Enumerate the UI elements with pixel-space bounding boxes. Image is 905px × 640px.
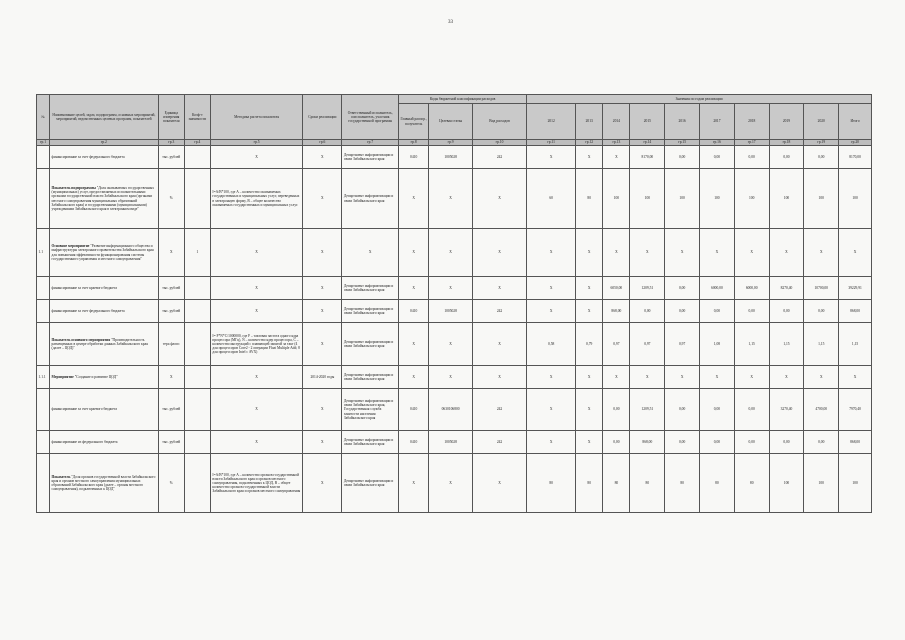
row-responsible: Департамент информатизации и связи Забайкальского края <box>342 300 399 323</box>
row-value: 0,58 <box>527 323 576 366</box>
column-number: гр.18 <box>769 140 804 146</box>
row-name <box>50 323 159 366</box>
column-number: гр.19 <box>804 140 839 146</box>
column-number: гр.16 <box>700 140 735 146</box>
row-value: 868,00 <box>630 431 665 454</box>
row-responsible: Департамент информатизации и связи Забайкальского края <box>342 169 399 229</box>
header-no: № <box>37 95 50 140</box>
row-unit: % <box>158 169 184 229</box>
row-value-total: 868,00 <box>839 431 872 454</box>
row-name-text: "Создание и развитие ЦОД" <box>74 374 118 379</box>
row-code-target: 1005028 <box>429 431 472 454</box>
row-coef <box>184 169 210 229</box>
row-term: 2014-2020 годы <box>303 366 342 389</box>
row-name-text: финансирование за счет федерального бюджета <box>51 154 125 159</box>
row-method: Х <box>210 277 302 300</box>
row-value: 80 <box>603 454 630 513</box>
row-value: Х <box>700 366 735 389</box>
row-value: 0,00 <box>700 431 735 454</box>
row-value: 0,00 <box>665 277 700 300</box>
row-value: Х <box>576 277 603 300</box>
header-values-by-year: Значения по годам реализации <box>527 95 872 104</box>
row-method: Х <box>210 389 302 431</box>
row-value: 0,00 <box>734 389 769 431</box>
row-name-text: финансирование за счет краевого бюджета <box>51 407 117 412</box>
row-value: 0,00 <box>769 431 804 454</box>
row-term: Х <box>303 300 342 323</box>
row-name-text: "Доля органов государственной власти Забайкальского края и органов местного самоуправления муниципальных образований Забайкальского края (далее – органы местного самоуправления), подключенных к ЦОД" <box>51 474 156 492</box>
row-term: Х <box>303 431 342 454</box>
row-value: Х <box>576 431 603 454</box>
row-responsible: Департамент информатизации и связи Забайкальского края <box>342 431 399 454</box>
row-value-total: Х <box>839 366 872 389</box>
header-term: Сроки реализации <box>303 95 342 140</box>
row-method: I=А/В*100, где А – количество органов государственной власти Забайкальского края и органов местного самоуправления, подключенных к ЦОД, В – общее количество органов государственной власти Забайкальского края и органов местного самоуправления <box>210 454 302 513</box>
header-year: 2019 <box>769 104 804 140</box>
row-value: 0,79 <box>576 323 603 366</box>
row-value: Х <box>804 366 839 389</box>
row-value: Х <box>576 389 603 431</box>
row-value: 100 <box>700 169 735 229</box>
row-value: Х <box>734 229 769 277</box>
row-name-text: "Доля оказываемых государственных (муниципальных) услуг, предоставляемых исполнительными органами государственной власти Забайкальского края (органами местного самоуправления муниципальных образований Забайкальского края) и государственными (муниципальными) учреждениями Забайкальского края в электронном виде" <box>51 186 155 211</box>
row-value: 0,00 <box>665 389 700 431</box>
row-term: Х <box>303 229 342 277</box>
row-responsible: Департамент информатизации и связи Забайкальского края <box>342 277 399 300</box>
row-unit: тера флопс <box>158 323 184 366</box>
row-value-total: 868,00 <box>839 300 872 323</box>
row-unit: тыс. рублей <box>158 389 184 431</box>
column-number: гр.7 <box>342 140 399 146</box>
row-method: I=А/В*100, где А – количество оказываемых государственных и муниципальных услуг, переведенных в электронную форму, В – общее количество оказываемых государственных и муниципальных услуг. <box>210 169 302 229</box>
row-code-main: Х <box>398 169 428 229</box>
column-number: гр.8 <box>398 140 428 146</box>
row-value: 0,97 <box>665 323 700 366</box>
row-name <box>50 146 159 169</box>
row-value: 8270,40 <box>769 277 804 300</box>
row-value: 6000,00 <box>734 277 769 300</box>
header-code-type: Вид расходов <box>472 104 526 140</box>
row-term: Х <box>303 169 342 229</box>
row-name-text: финансирование за счет федерального бюджета <box>51 308 125 313</box>
row-value: Х <box>769 229 804 277</box>
row-method: I= F*N*C/1000000, где F – тактовая частота одного ядра процессора (МГц), N – количество ядер процессора, С – количество инструкций с плавающей запятой за такт (4 для процессоров Core2 - 2 операции Float Multiple Add; 8 для процессоров Intel с AVX) <box>210 323 302 366</box>
row-term: Х <box>303 454 342 513</box>
header-year: 2015 <box>630 104 665 140</box>
row-value: 80 <box>700 454 735 513</box>
row-number <box>37 454 50 513</box>
column-number: гр.14 <box>630 140 665 146</box>
row-value: 100 <box>804 169 839 229</box>
row-value: 8170,00 <box>630 146 665 169</box>
row-name-bold-prefix: Мероприятие <box>51 374 74 379</box>
table-row <box>37 389 872 431</box>
row-code-main: 0410 <box>398 431 428 454</box>
row-number <box>37 169 50 229</box>
row-value: 1,15 <box>804 323 839 366</box>
column-number: гр.5 <box>210 140 302 146</box>
row-coef <box>184 146 210 169</box>
row-unit: Х <box>158 229 184 277</box>
page-number: 33 <box>448 20 453 25</box>
row-value: 0,97 <box>603 323 630 366</box>
row-code-target: Х <box>429 169 472 229</box>
row-code-type: 242 <box>472 431 526 454</box>
row-coef <box>184 431 210 454</box>
row-value: 0,00 <box>804 431 839 454</box>
row-value: 3270,40 <box>769 389 804 431</box>
row-value: 80 <box>734 454 769 513</box>
row-code-target: 1005028 <box>429 146 472 169</box>
row-number <box>37 323 50 366</box>
row-value: 1,08 <box>700 323 735 366</box>
row-value: 4700,00 <box>804 389 839 431</box>
row-number <box>37 277 50 300</box>
column-number: гр.15 <box>665 140 700 146</box>
row-responsible: Департамент информатизации и связи Забайкальского края <box>342 323 399 366</box>
row-code-target: Х <box>429 277 472 300</box>
header-name: Наименование целей, задач, подпрограмм, основных мероприятий, мероприятий, ведомственных целевых программ, показателей <box>50 95 159 140</box>
row-value: 80 <box>665 454 700 513</box>
row-method: Х <box>210 366 302 389</box>
row-method: Х <box>210 229 302 277</box>
row-value: 1209,51 <box>630 389 665 431</box>
row-code-target: Х <box>429 323 472 366</box>
header-method: Методика расчета показателя <box>210 95 302 140</box>
row-value: Х <box>576 300 603 323</box>
header-budget-codes: Коды бюджетной классификации расходов <box>398 95 526 104</box>
row-code-main: 0410 <box>398 300 428 323</box>
row-value: 0,00 <box>804 146 839 169</box>
row-value: Х <box>576 146 603 169</box>
row-code-main: 0410 <box>398 146 428 169</box>
row-value: Х <box>527 366 576 389</box>
row-code-type: 242 <box>472 146 526 169</box>
row-name <box>50 277 159 300</box>
header-code-main: Главный распор., получатель <box>398 104 428 140</box>
row-value: 0,00 <box>700 389 735 431</box>
table-header <box>37 95 872 146</box>
row-value: Х <box>527 389 576 431</box>
row-value-total: Х <box>839 229 872 277</box>
row-coef <box>184 454 210 513</box>
row-value: Х <box>665 366 700 389</box>
row-code-type: Х <box>472 323 526 366</box>
row-unit: Х <box>158 366 184 389</box>
row-coef: 1 <box>184 229 210 277</box>
row-value: Х <box>665 229 700 277</box>
row-method: Х <box>210 431 302 454</box>
table-row <box>37 454 872 513</box>
row-name-text: "Производительность размещенных в центре обработки данных Забайкальского края (далее – ЦОД)" <box>51 337 148 351</box>
row-code-type: Х <box>472 277 526 300</box>
row-responsible: Департамент информатизации и связи Забайкальского края <box>342 146 399 169</box>
table-row <box>37 169 872 229</box>
row-value: 0,00 <box>734 431 769 454</box>
row-number: 1.1.1 <box>37 366 50 389</box>
row-value: 0,00 <box>734 300 769 323</box>
row-value: 0,00 <box>630 300 665 323</box>
header-year: 2012 <box>527 104 576 140</box>
row-value: 10700,00 <box>804 277 839 300</box>
row-coef <box>184 366 210 389</box>
row-code-type: Х <box>472 454 526 513</box>
row-value: 100 <box>734 169 769 229</box>
row-value: 868,00 <box>603 300 630 323</box>
table-row <box>37 146 872 169</box>
row-value: 0,00 <box>769 146 804 169</box>
row-value: 0,97 <box>630 323 665 366</box>
table-row <box>37 277 872 300</box>
row-responsible: Департамент информатизации и связи Забайкальского края <box>342 366 399 389</box>
row-unit: % <box>158 454 184 513</box>
row-name <box>50 431 159 454</box>
header-year-total: Итого <box>839 104 872 140</box>
header-year: 2014 <box>603 104 630 140</box>
row-value-total: 39229,91 <box>839 277 872 300</box>
row-value: 0,00 <box>734 146 769 169</box>
header-responsible: Ответственный исполнитель, соисполнитель, участник государственной программы <box>342 95 399 140</box>
row-number <box>37 300 50 323</box>
column-number: гр.20 <box>839 140 872 146</box>
column-number: гр.1 <box>37 140 50 146</box>
table-row <box>37 229 872 277</box>
row-name <box>50 300 159 323</box>
row-code-main: Х <box>398 323 428 366</box>
row-name-bold-prefix: Основное мероприятие <box>51 244 90 249</box>
row-number <box>37 146 50 169</box>
row-value: Х <box>630 366 665 389</box>
row-term: Х <box>303 146 342 169</box>
row-coef <box>184 300 210 323</box>
row-name-text: финансирование за счет краевого бюджета <box>51 285 117 290</box>
column-number: гр.11 <box>527 140 576 146</box>
row-coef <box>184 277 210 300</box>
row-value: Х <box>603 229 630 277</box>
table-row <box>37 323 872 366</box>
row-number: 1.1 <box>37 229 50 277</box>
table-row <box>37 431 872 454</box>
row-value: 80 <box>576 169 603 229</box>
row-value: 0,00 <box>665 300 700 323</box>
row-coef <box>184 323 210 366</box>
row-value-total: 100 <box>839 454 872 513</box>
row-value: 0,00 <box>665 146 700 169</box>
header-coef: Коэф-т значимости <box>184 95 210 140</box>
row-code-main: Х <box>398 366 428 389</box>
row-value: 0,00 <box>603 389 630 431</box>
row-value: 6050,00 <box>603 277 630 300</box>
header-year: 2020 <box>804 104 839 140</box>
row-term: Х <box>303 277 342 300</box>
row-value: Х <box>527 146 576 169</box>
row-unit: тыс. рублей <box>158 146 184 169</box>
row-value: Х <box>576 366 603 389</box>
row-value: 100 <box>630 169 665 229</box>
row-value-total: 7970,40 <box>839 389 872 431</box>
row-code-main: Х <box>398 229 428 277</box>
row-value: 1,15 <box>769 323 804 366</box>
row-name-bold-prefix: Показатель основного мероприятия <box>51 337 111 342</box>
row-code-type: Х <box>472 366 526 389</box>
header-year: 2017 <box>700 104 735 140</box>
row-method: Х <box>210 146 302 169</box>
row-code-type: 242 <box>472 389 526 431</box>
header-year: 2018 <box>734 104 769 140</box>
column-number: гр.10 <box>472 140 526 146</box>
row-value: 60 <box>527 169 576 229</box>
row-name <box>50 389 159 431</box>
row-value: Х <box>603 146 630 169</box>
column-number: гр.2 <box>50 140 159 146</box>
row-unit: тыс. рублей <box>158 300 184 323</box>
header-code-target: Целевая статья <box>429 104 472 140</box>
row-code-target: Х <box>429 366 472 389</box>
row-value: Х <box>769 366 804 389</box>
row-name <box>50 169 159 229</box>
row-code-target: 1005028 <box>429 300 472 323</box>
row-number <box>37 431 50 454</box>
row-value: 0,00 <box>769 300 804 323</box>
row-code-type: Х <box>472 169 526 229</box>
row-value: Х <box>527 229 576 277</box>
row-name <box>50 366 159 389</box>
row-value: 0,00 <box>665 431 700 454</box>
row-value: 0,00 <box>804 300 839 323</box>
row-code-target: Х <box>429 454 472 513</box>
row-method: Х <box>210 300 302 323</box>
table-row <box>37 366 872 389</box>
row-value: Х <box>700 229 735 277</box>
row-coef <box>184 389 210 431</box>
row-value: 100 <box>665 169 700 229</box>
header-year: 2016 <box>665 104 700 140</box>
row-code-type: 242 <box>472 300 526 323</box>
row-responsible: Х <box>342 229 399 277</box>
row-value: Х <box>527 431 576 454</box>
column-number: гр.13 <box>603 140 630 146</box>
row-value: 0,00 <box>603 431 630 454</box>
row-unit: тыс. рублей <box>158 431 184 454</box>
table-row <box>37 300 872 323</box>
row-value: 80 <box>630 454 665 513</box>
row-code-main: Х <box>398 277 428 300</box>
row-value: Х <box>576 229 603 277</box>
header-year: 2013 <box>576 104 603 140</box>
row-responsible: Департамент информатизации и связи Забайкальского края, Государственная служба занятости населения Забайкальского края <box>342 389 399 431</box>
row-unit: тыс. рублей <box>158 277 184 300</box>
row-term: Х <box>303 323 342 366</box>
row-code-target: 0630106800 <box>429 389 472 431</box>
row-value: Х <box>527 300 576 323</box>
row-value: Х <box>734 366 769 389</box>
row-code-target: Х <box>429 229 472 277</box>
row-code-main: Х <box>398 454 428 513</box>
row-number <box>37 389 50 431</box>
row-value: Х <box>630 229 665 277</box>
row-value: 1,15 <box>734 323 769 366</box>
row-value: 100 <box>769 169 804 229</box>
row-responsible: Департамент информатизации и связи Забайкальского края <box>342 454 399 513</box>
row-name-text: финансирование из федерального бюджета <box>51 439 118 444</box>
row-name-bold-prefix: Показатель подпрограммы <box>51 186 96 191</box>
row-value-total: 100 <box>839 169 872 229</box>
program-table <box>36 94 872 513</box>
row-value: 100 <box>804 454 839 513</box>
row-term: Х <box>303 389 342 431</box>
row-code-main: 0410 <box>398 389 428 431</box>
row-name <box>50 229 159 277</box>
row-value: 100 <box>603 169 630 229</box>
column-number: гр.17 <box>734 140 769 146</box>
row-value: Х <box>527 277 576 300</box>
row-value-total: 8170,00 <box>839 146 872 169</box>
row-value: Х <box>603 366 630 389</box>
header-unit: Единица измерения показателя <box>158 95 184 140</box>
row-name-bold-prefix: Показатель <box>51 474 71 479</box>
column-number: гр.4 <box>184 140 210 146</box>
column-number: гр.6 <box>303 140 342 146</box>
column-number: гр.3 <box>158 140 184 146</box>
row-value: 6000,00 <box>700 277 735 300</box>
column-number: гр.9 <box>429 140 472 146</box>
row-value: 0,00 <box>700 300 735 323</box>
row-value: 0,00 <box>700 146 735 169</box>
row-value-total: 1,15 <box>839 323 872 366</box>
table-body <box>37 146 872 513</box>
row-value: 80 <box>576 454 603 513</box>
row-name <box>50 454 159 513</box>
row-value: 80 <box>527 454 576 513</box>
row-code-type: Х <box>472 229 526 277</box>
row-value: 1209,51 <box>630 277 665 300</box>
row-value: 100 <box>769 454 804 513</box>
column-number: гр.12 <box>576 140 603 146</box>
row-name-text: "Развитие информационного общества и инфраструктуры электронного правительства Забайкальского края для повышения эффективности функционирования системы государственного управления и местного самоуправления" <box>51 244 154 261</box>
row-value: Х <box>804 229 839 277</box>
